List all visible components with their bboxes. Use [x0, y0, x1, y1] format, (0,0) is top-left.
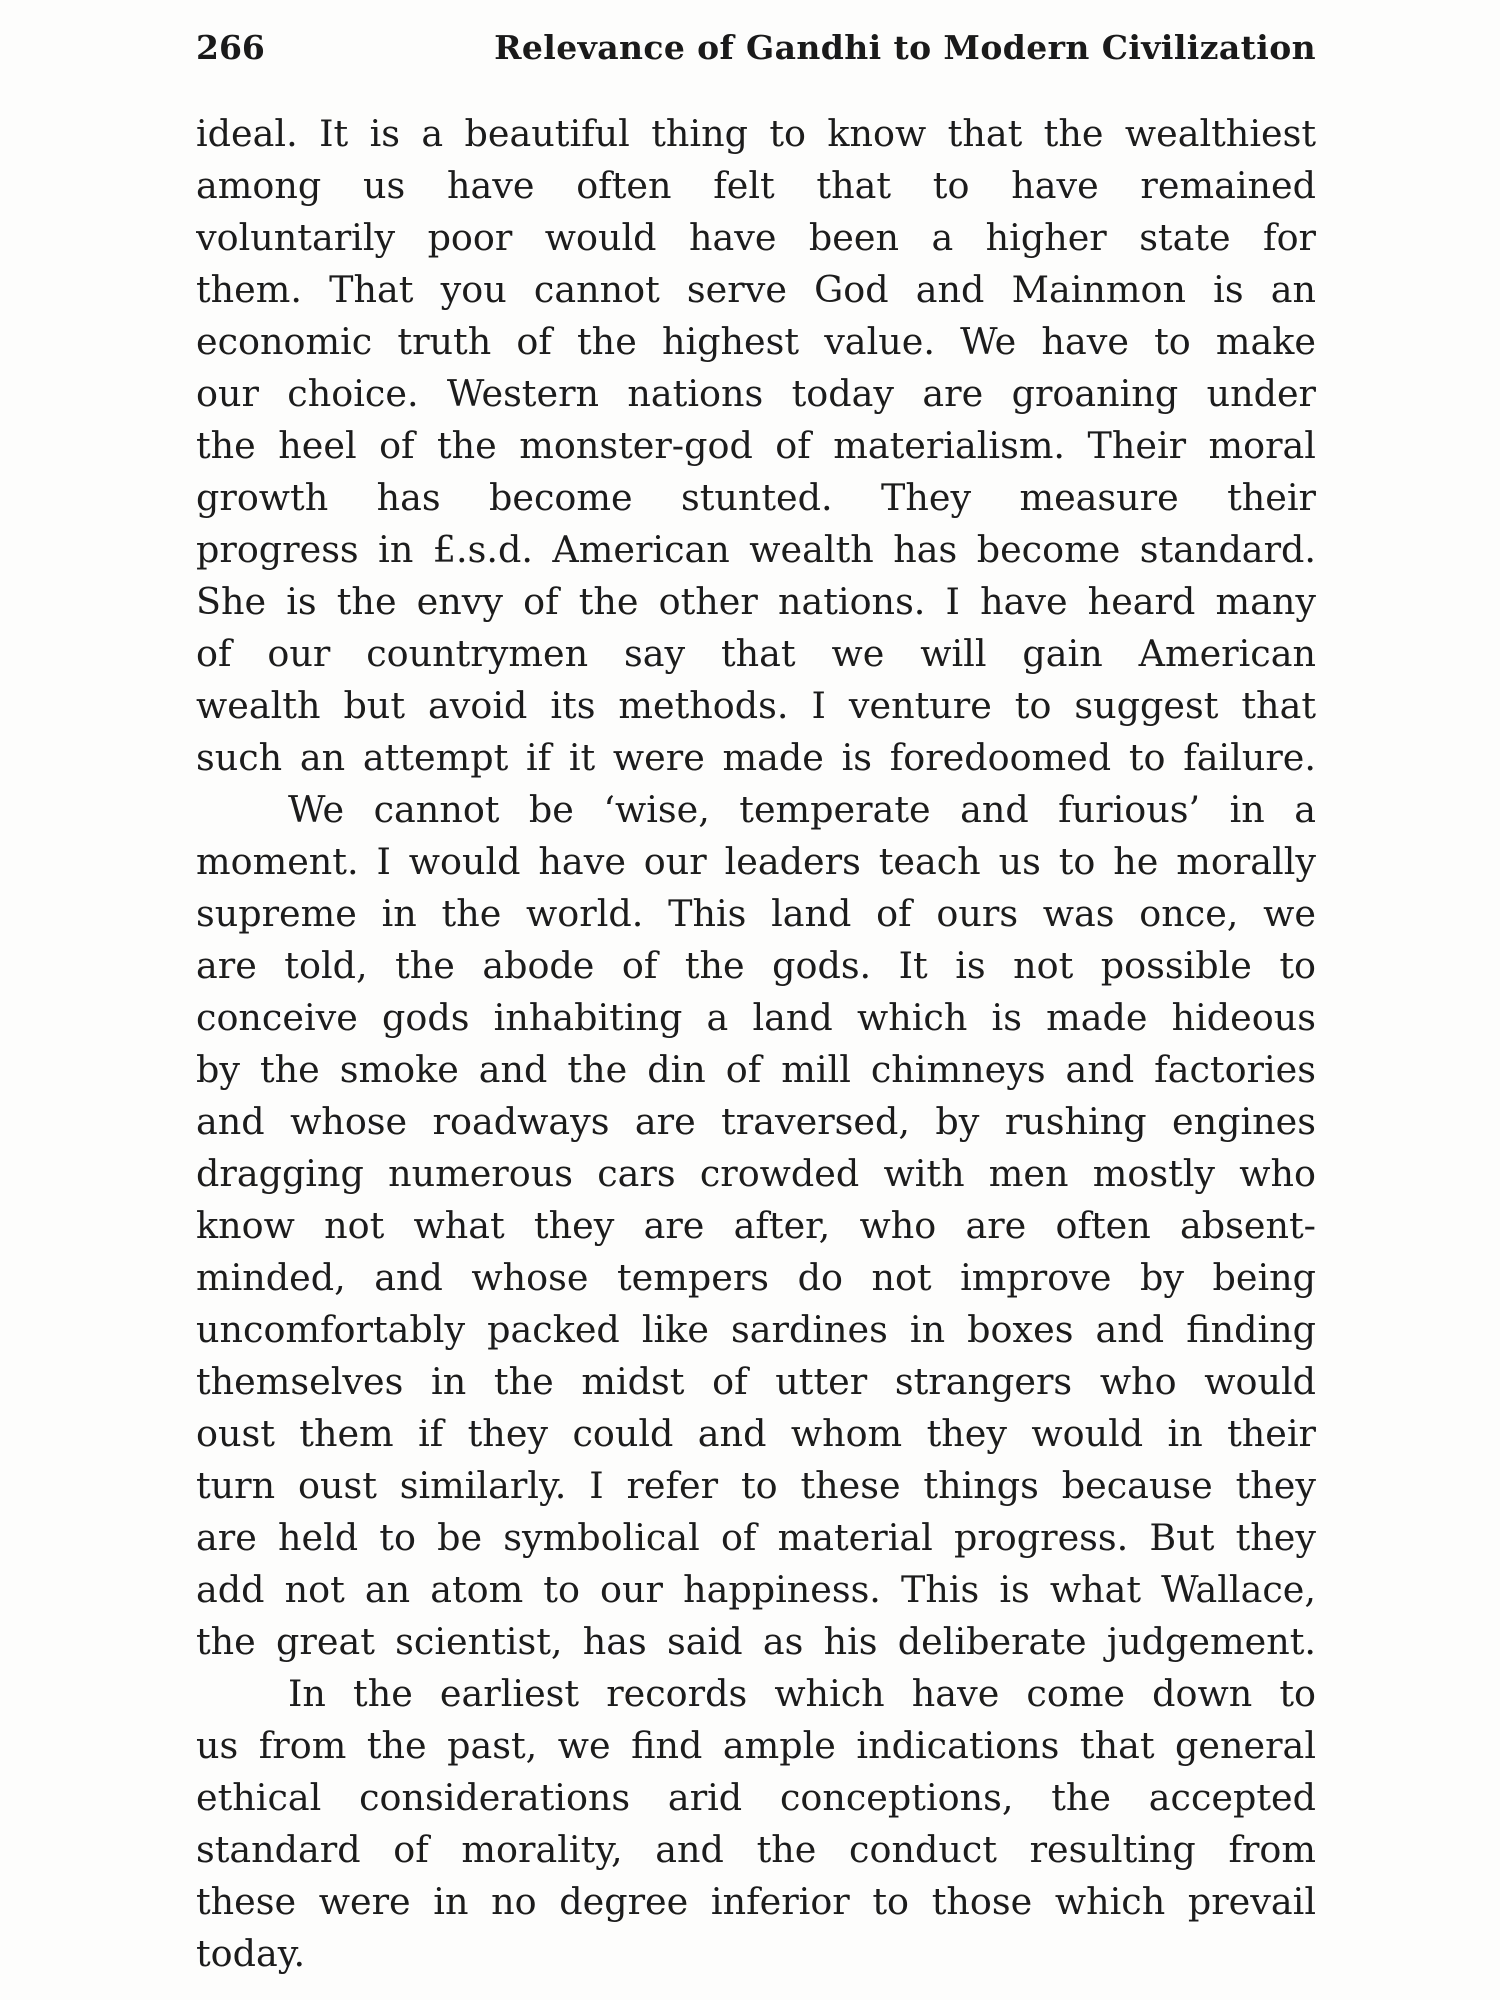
text-line: growth has become stunted. They measure their [196, 476, 1316, 519]
text-line: voluntarily poor would have been a higher state for [196, 216, 1316, 259]
text-line: progress in £.s.d. American wealth has become standard. [196, 528, 1316, 571]
text-line: ethical considerations arid conceptions, the accepted [196, 1776, 1316, 1819]
text-line: standard of morality, and the conduct resulting from [196, 1828, 1316, 1871]
text-line: wealth but avoid its methods. I venture to suggest that [196, 684, 1316, 727]
text-line: today. [196, 1932, 306, 1975]
text-line: uncomfortably packed like sardines in boxes and finding [196, 1308, 1316, 1351]
text-line: economic truth of the highest value. We have to make [196, 320, 1316, 363]
text-line: add not an atom to our happiness. This is what Wallace, [196, 1568, 1316, 1611]
page-number: 266 [196, 28, 265, 67]
text-line: the great scientist, has said as his deliberate judgement. [196, 1620, 1316, 1663]
text-line: We cannot be ‘wise, temperate and furious’ in a [288, 788, 1316, 831]
text-line: are held to be symbolical of material progress. But they [196, 1516, 1316, 1559]
text-line: minded, and whose tempers do not improve by being [196, 1256, 1316, 1299]
text-line: She is the envy of the other nations. I have heard many [196, 580, 1316, 623]
text-line: them. That you cannot serve God and Mainmon is an [196, 268, 1316, 311]
text-line: themselves in the midst of utter strangers who would [196, 1360, 1316, 1403]
text-line: these were in no degree inferior to those which prevail [196, 1880, 1316, 1923]
body-text [196, 108, 1316, 1980]
text-line: know not what they are after, who are often absent- [196, 1204, 1316, 1247]
text-line: turn oust similarly. I refer to these things because they [196, 1464, 1316, 1507]
text-line: are told, the abode of the gods. It is not possible to [196, 944, 1316, 987]
text-line: dragging numerous cars crowded with men mostly who [196, 1152, 1316, 1195]
text-line: supreme in the world. This land of ours was once, we [196, 892, 1316, 935]
text-line: us from the past, we find ample indications that general [196, 1724, 1316, 1767]
text-line: and whose roadways are traversed, by rushing engines [196, 1100, 1316, 1143]
text-line: In the earliest records which have come down to [288, 1672, 1316, 1715]
text-line: such an attempt if it were made is foredoomed to failure. [196, 736, 1316, 779]
text-line: by the smoke and the din of mill chimneys and factories [196, 1048, 1316, 1091]
paragraph-3 [196, 1668, 1316, 1980]
paragraph-2 [196, 784, 1316, 1668]
text-line: our choice. Western nations today are groaning under [196, 372, 1316, 415]
text-line: conceive gods inhabiting a land which is made hideous [196, 996, 1316, 1039]
text-line: the heel of the monster-god of materialism. Their moral [196, 424, 1316, 467]
text-line: oust them if they could and whom they would in their [196, 1412, 1316, 1455]
paragraph-1 [196, 108, 1316, 784]
text-line: ideal. It is a beautiful thing to know that the wealthiest [196, 112, 1316, 155]
text-line: moment. I would have our leaders teach us to he morally [196, 840, 1316, 883]
text-line: among us have often felt that to have remained [196, 164, 1316, 207]
text-line: of our countrymen say that we will gain American [196, 632, 1316, 675]
running-title: Relevance of Gandhi to Modern Civilization [494, 28, 1316, 67]
page-header [196, 18, 1316, 78]
